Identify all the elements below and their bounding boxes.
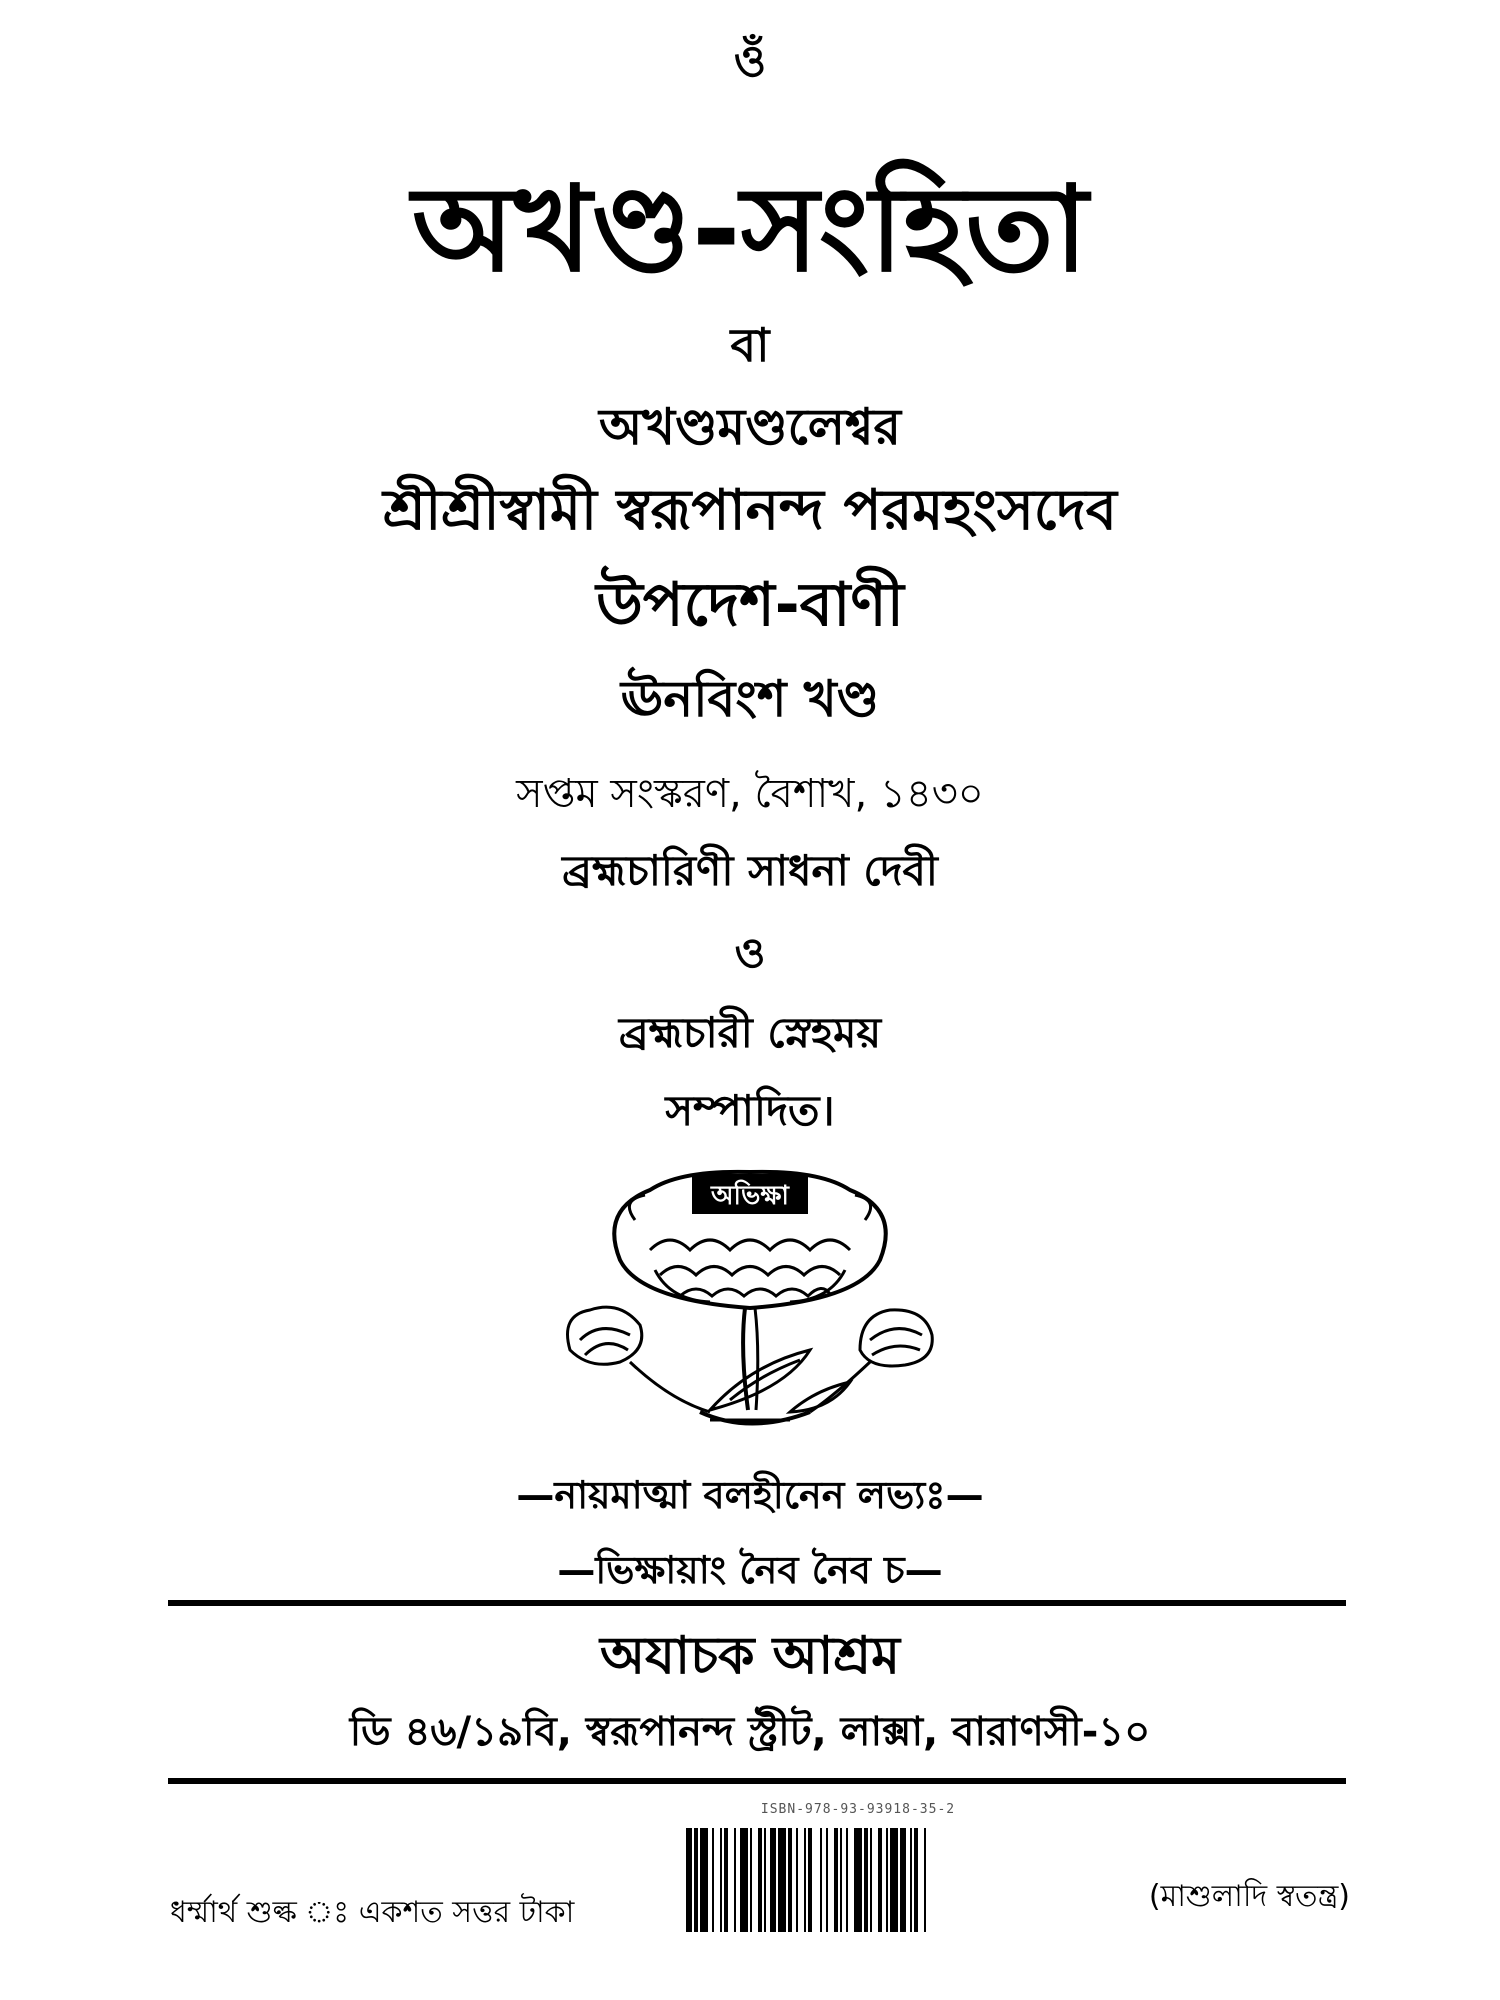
om-symbol: ওঁ bbox=[733, 36, 767, 87]
conjunction-ba: বা bbox=[730, 318, 770, 372]
barcode-bar bbox=[886, 1828, 888, 1932]
edited-by-label: সম্পাদিত। bbox=[665, 1086, 835, 1135]
barcode-bar bbox=[826, 1828, 828, 1932]
barcode-bar bbox=[910, 1828, 912, 1932]
publisher-address: ডি ৪৬/১৯বি, স্বরূপানন্দ স্ট্রীট, লাক্সা, বারাণসী-১০ bbox=[349, 1709, 1151, 1755]
editor-conjunction: ও bbox=[734, 928, 766, 977]
isbn-number: ISBN-978-93-93918-35-2 bbox=[760, 1802, 956, 1817]
lotus-emblem-icon bbox=[560, 1150, 940, 1435]
author-name: শ্রীশ্রীস্বামী স্বরূপানন্দ পরমহংসদেব bbox=[383, 478, 1117, 543]
barcode-bar bbox=[686, 1828, 692, 1932]
postage-note: (মাশুলাদি স্বতন্ত্র) bbox=[1148, 1879, 1350, 1914]
divider-bottom bbox=[168, 1778, 1346, 1784]
emblem-label: অভিক্ষা bbox=[711, 1181, 789, 1211]
barcode-bar bbox=[804, 1828, 806, 1932]
barcode-bar bbox=[924, 1828, 926, 1932]
editor-second: ব্রহ্মচারী স্নেহময় bbox=[618, 1008, 882, 1057]
barcode-bar bbox=[808, 1828, 812, 1932]
barcode-bar bbox=[820, 1828, 822, 1932]
book-title: অখণ্ড-সংহিতা bbox=[412, 160, 1088, 298]
barcode-bar bbox=[900, 1828, 906, 1932]
barcode-bar bbox=[834, 1828, 838, 1932]
barcode-bar bbox=[890, 1828, 898, 1932]
work-title: উপদেশ-বাণী bbox=[596, 570, 904, 640]
author-epithet: অখণ্ডমণ্ডলেশ্বর bbox=[598, 398, 902, 456]
barcode-bar bbox=[724, 1828, 728, 1932]
barcode-bar bbox=[914, 1828, 918, 1932]
publisher-name: অযাচক আশ্রম bbox=[600, 1626, 900, 1686]
barcode-bar bbox=[700, 1828, 708, 1932]
barcode-bar bbox=[840, 1828, 842, 1932]
barcode-bar bbox=[846, 1828, 848, 1932]
motto-line-1: —নায়মাত্মা বলহীনেন লভ্যঃ— bbox=[516, 1473, 984, 1517]
barcode-icon bbox=[686, 1828, 1030, 1932]
barcode bbox=[668, 1802, 1048, 1932]
barcode-bar bbox=[778, 1828, 786, 1932]
barcode-bar bbox=[770, 1828, 776, 1932]
barcode-bar bbox=[864, 1828, 868, 1932]
barcode-bar bbox=[720, 1828, 722, 1932]
barcode-bar bbox=[878, 1828, 882, 1932]
barcode-bar bbox=[764, 1828, 766, 1932]
barcode-bar bbox=[750, 1828, 752, 1932]
edition-info: সপ্তম সংস্করণ, বৈশাখ, ১৪৩০ bbox=[516, 771, 984, 817]
barcode-bar bbox=[734, 1828, 736, 1932]
barcode-bar bbox=[740, 1828, 748, 1932]
editor-first: ব্রহ্মচারিণী সাধনা দেবী bbox=[562, 846, 938, 895]
barcode-bar bbox=[694, 1828, 698, 1932]
divider-top bbox=[168, 1600, 1346, 1606]
barcode-bar bbox=[870, 1828, 872, 1932]
barcode-bar bbox=[854, 1828, 862, 1932]
barcode-bar bbox=[788, 1828, 792, 1932]
barcode-bar bbox=[796, 1828, 798, 1932]
motto-line-2: —ভিক্ষায়াং নৈব নৈব চ— bbox=[557, 1548, 943, 1592]
volume-number: ঊনবিংশ খণ্ড bbox=[620, 670, 880, 728]
price-label: ধর্ম্মার্থ শুল্ক ঃ একশত সত্তর টাকা bbox=[170, 1895, 575, 1930]
barcode-bar bbox=[712, 1828, 714, 1932]
barcode-bar bbox=[758, 1828, 762, 1932]
